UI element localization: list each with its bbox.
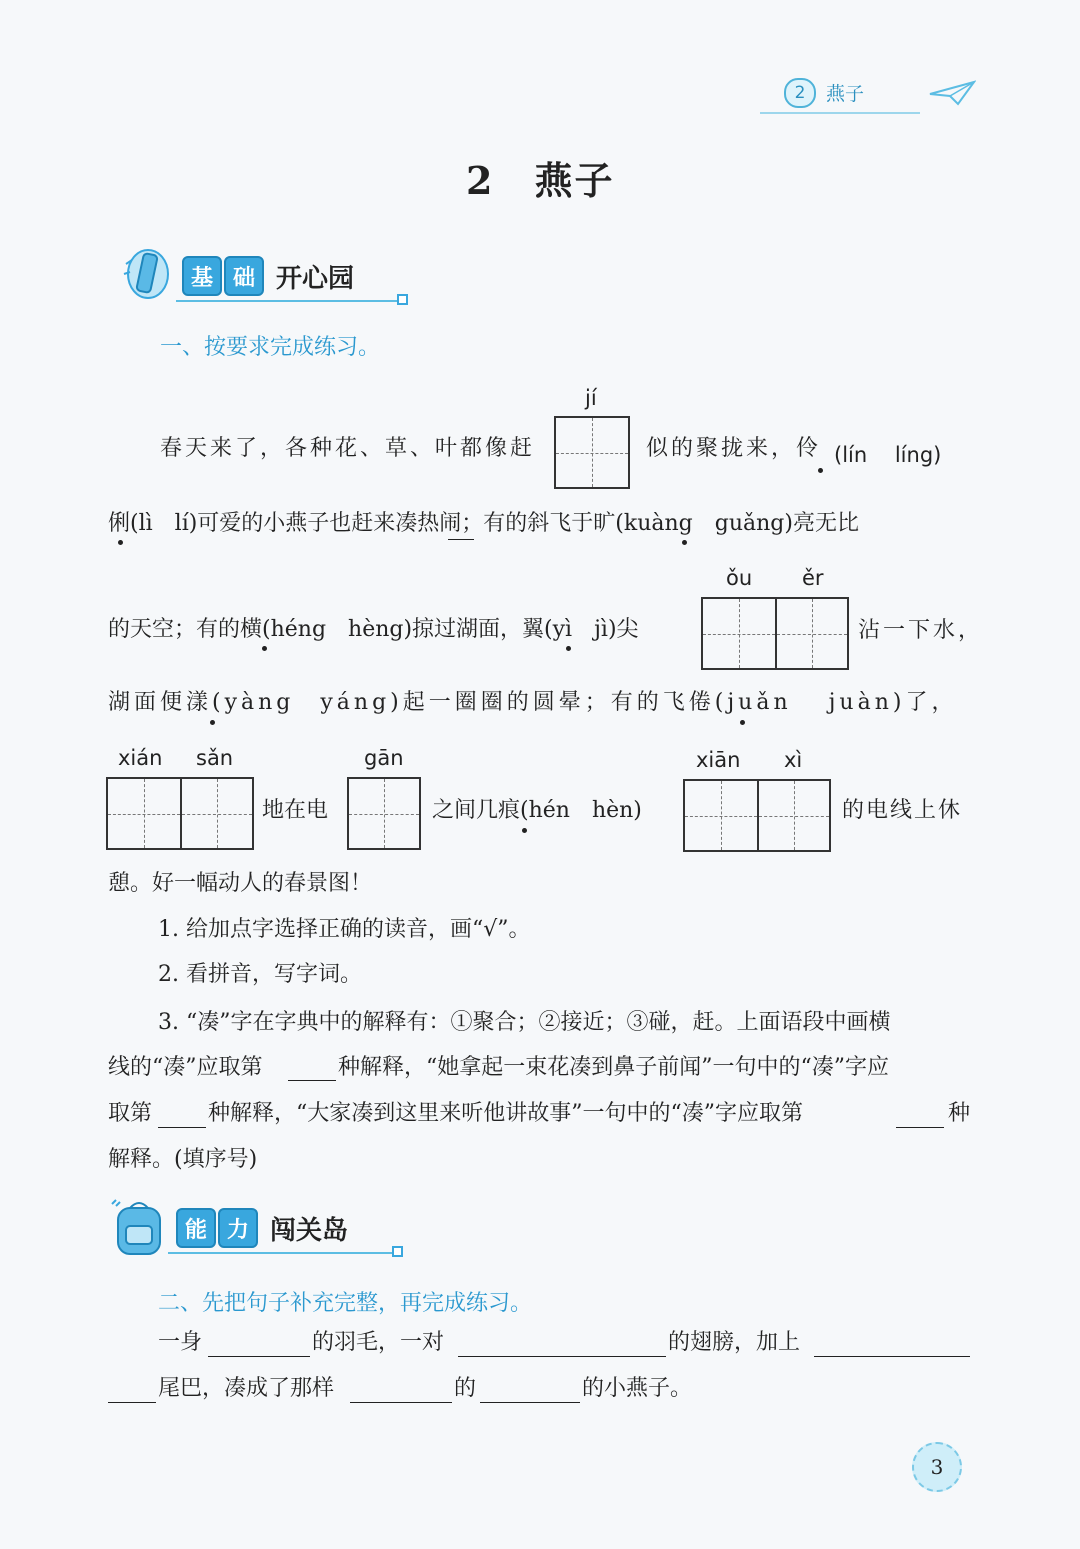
q2-line-2c: 的小燕子。 [582, 1376, 693, 1401]
writing-box-1[interactable] [554, 416, 630, 489]
answer-blank[interactable] [208, 1356, 310, 1357]
answer-blank[interactable] [350, 1402, 452, 1403]
answer-blank[interactable] [480, 1402, 580, 1403]
badge-char-1: 基 [182, 256, 222, 296]
q2-line-2a: 尾巴，凑成了那样 [158, 1376, 335, 1401]
emphasis-dot [262, 646, 267, 651]
q2-line-1c: 的翅膀，加上 [668, 1330, 801, 1355]
section-underline [176, 300, 398, 302]
pinyin-label: xián [118, 746, 163, 770]
task-1: 1. 给加点字选择正确的读音，画“√”。 [158, 917, 531, 942]
emphasis-dot [740, 720, 745, 725]
badge-char-1: 能 [176, 1208, 216, 1248]
answer-blank[interactable] [158, 1127, 206, 1128]
q2-line-1b: 的羽毛，一对 [312, 1330, 445, 1355]
task-3-line-3b: 种解释，“大家凑到这里来听他讲故事”一句中的“凑”字应取第 [208, 1101, 803, 1126]
passage-line-5c: 的电线上休 [842, 798, 963, 823]
section-name: 开心园 [276, 263, 355, 294]
lesson-header-title: 燕子 [826, 83, 865, 105]
passage-line-1c: (lín líng) [834, 443, 942, 467]
passage-line-3a: 的天空；有的横(héng hèng)掠过湖面，翼(yì jì)尖 [108, 617, 639, 642]
task-3-line-2a: 线的“凑”应取第 [108, 1055, 263, 1080]
task-3-line-3a: 取第 [108, 1101, 153, 1126]
pinyin-label: xì [784, 748, 803, 772]
task-2: 2. 看拼音，写字词。 [158, 962, 362, 987]
answer-blank[interactable] [288, 1080, 336, 1081]
section-underline [168, 1252, 392, 1254]
section-badge-basics [182, 256, 354, 296]
answer-blank[interactable] [814, 1356, 970, 1357]
passage-line-5b: 之间几痕(hén hèn) [432, 798, 642, 823]
pinyin-label: xiān [696, 748, 741, 772]
writing-box-5[interactable] [683, 779, 831, 852]
passage-line-5a: 地在电 [262, 798, 329, 823]
section-badge-ability [176, 1208, 348, 1248]
answer-blank[interactable] [108, 1402, 156, 1403]
pinyin-label: ǒu [726, 566, 753, 590]
task-3-line-2b: 种解释，“她拿起一束花凑到鼻子前闻”一句中的“凑”字应 [338, 1055, 889, 1080]
passage-line-6: 憩。好一幅动人的春景图！ [108, 871, 373, 896]
section-corner [392, 1246, 403, 1257]
question-1-heading: 一、按要求完成练习。 [160, 335, 381, 360]
passage-line-1a: 春天来了，各种花、草、叶都像赶 [160, 436, 536, 461]
section-name: 闯关岛 [270, 1215, 349, 1246]
question-2-heading: 二、先把句子补充完整，再完成练习。 [158, 1291, 533, 1316]
badge-char-2: 础 [224, 256, 264, 296]
emphasis-dot [522, 828, 527, 833]
task-3-line-1: 3. “凑”字在字典中的解释有：①聚合；②接近；③碰，赶。上面语段中画横 [158, 1010, 891, 1035]
emphasis-dot [566, 646, 571, 651]
paper-plane-icon [928, 80, 976, 106]
task-3-line-4: 解释。(填序号) [108, 1147, 258, 1172]
emphasis-dot [682, 540, 687, 545]
q2-line-2b: 的 [454, 1376, 477, 1401]
q2-line-1a: 一身 [158, 1330, 203, 1355]
writing-box-4[interactable] [347, 777, 421, 850]
lesson-number-badge: 2 [784, 78, 816, 108]
passage-line-1b: 似的聚拢来，伶 [646, 436, 822, 461]
answer-blank[interactable] [458, 1356, 666, 1357]
emphasis-dot [818, 468, 823, 473]
pinyin-label: gān [364, 746, 404, 770]
header-divider [760, 112, 920, 114]
passage-line-3b: 沾一下水， [858, 618, 984, 643]
writing-box-2[interactable] [701, 597, 849, 670]
backpack-icon [108, 1196, 172, 1260]
underline-cou [448, 539, 474, 540]
page-title [466, 150, 614, 205]
writing-box-3[interactable] [106, 777, 254, 850]
answer-blank[interactable] [896, 1127, 944, 1128]
page-number: 3 [912, 1442, 962, 1492]
emphasis-dot [210, 720, 215, 725]
title-number: 2 [466, 158, 495, 203]
pinyin-label: ěr [802, 566, 824, 590]
task-3-line-3c: 种 [948, 1101, 971, 1126]
pinyin-label: jí [585, 386, 597, 410]
passage-line-2: 俐(lì lí)可爱的小燕子也赶来凑热闹；有的斜飞于旷(kuàng guǎng)亮无比 [108, 511, 859, 536]
passage-line-4: 湖面便漾(yàng yáng)起一圈圈的圆晕；有的飞倦(juǎn juàn)了， [108, 690, 958, 715]
badge-char-2: 力 [218, 1208, 258, 1248]
pencil-icon [118, 244, 174, 302]
title-text: 燕子 [534, 158, 615, 203]
pinyin-label: sǎn [196, 746, 234, 770]
section-corner [397, 294, 408, 305]
emphasis-dot [118, 540, 123, 545]
